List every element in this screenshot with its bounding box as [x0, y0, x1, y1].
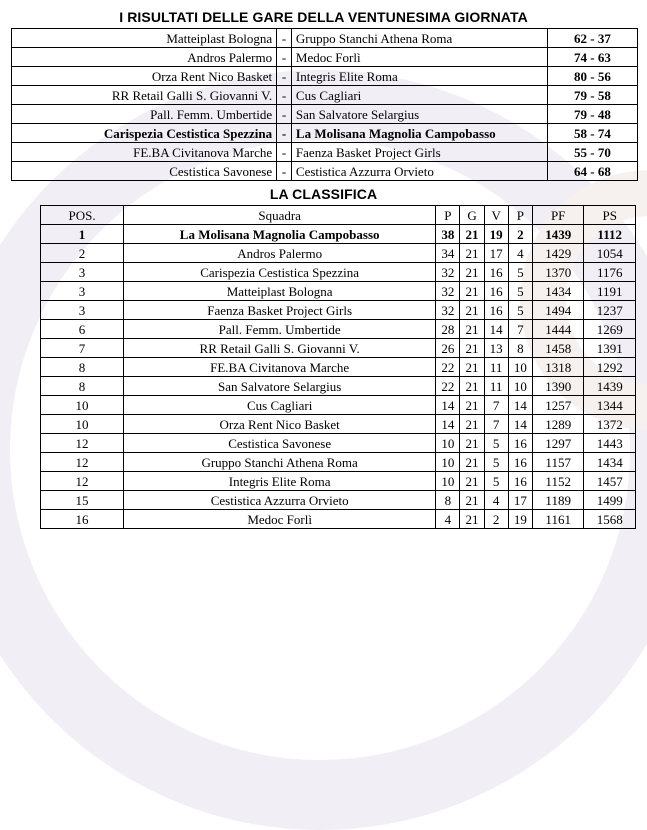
- standing-points-against: 1292: [584, 358, 636, 377]
- result-row: [12, 162, 638, 181]
- standing-wins: 13: [484, 339, 508, 358]
- result-away-team: Gruppo Stanchi Athena Roma: [291, 29, 547, 48]
- results-body: [12, 29, 638, 181]
- standing-losses: 10: [508, 358, 532, 377]
- standing-losses: 16: [508, 434, 532, 453]
- standing-wins: 7: [484, 415, 508, 434]
- standing-games: 21: [460, 415, 484, 434]
- standing-wins: 7: [484, 396, 508, 415]
- standing-points-for: 1370: [532, 263, 584, 282]
- standing-losses: 16: [508, 453, 532, 472]
- standing-team: Pall. Femm. Umbertide: [124, 320, 436, 339]
- standing-points-against: 1568: [584, 510, 636, 529]
- standing-points: 34: [436, 244, 460, 263]
- standing-points: 28: [436, 320, 460, 339]
- standing-points-against: 1439: [584, 377, 636, 396]
- standings-row: [41, 434, 636, 453]
- result-separator: -: [277, 143, 292, 162]
- standing-position: 7: [41, 339, 124, 358]
- standing-losses: 8: [508, 339, 532, 358]
- standing-points-for: 1152: [532, 472, 584, 491]
- result-row: [12, 29, 638, 48]
- result-row: [12, 105, 638, 124]
- standing-games: 21: [460, 472, 484, 491]
- result-away-team: La Molisana Magnolia Campobasso: [291, 124, 547, 143]
- standing-team: Orza Rent Nico Basket: [124, 415, 436, 434]
- standing-games: 21: [460, 510, 484, 529]
- standing-points-for: 1444: [532, 320, 584, 339]
- result-home-team: Cestistica Savonese: [12, 162, 277, 181]
- standing-position: 10: [41, 415, 124, 434]
- standing-points-against: 1391: [584, 339, 636, 358]
- result-home-team: FE.BA Civitanova Marche: [12, 143, 277, 162]
- standing-losses: 17: [508, 491, 532, 510]
- header-points: P: [436, 206, 460, 225]
- result-away-team: Faenza Basket Project Girls: [291, 143, 547, 162]
- standing-position: 8: [41, 358, 124, 377]
- result-separator: -: [277, 29, 292, 48]
- result-separator: -: [277, 86, 292, 105]
- result-score: 79 - 48: [547, 105, 637, 124]
- standing-team: Cus Cagliari: [124, 396, 436, 415]
- result-home-team: Andros Palermo: [12, 48, 277, 67]
- result-score: 80 - 56: [547, 67, 637, 86]
- standing-wins: 11: [484, 377, 508, 396]
- standing-points: 14: [436, 415, 460, 434]
- standing-position: 3: [41, 301, 124, 320]
- standing-games: 21: [460, 377, 484, 396]
- standing-wins: 4: [484, 491, 508, 510]
- standing-points-for: 1161: [532, 510, 584, 529]
- standing-points-for: 1429: [532, 244, 584, 263]
- header-wins: V: [484, 206, 508, 225]
- standing-points: 26: [436, 339, 460, 358]
- result-score: 62 - 37: [547, 29, 637, 48]
- standings-row: [41, 453, 636, 472]
- result-score: 58 - 74: [547, 124, 637, 143]
- standing-games: 21: [460, 301, 484, 320]
- standing-team: La Molisana Magnolia Campobasso: [124, 225, 436, 244]
- standing-team: Cestistica Savonese: [124, 434, 436, 453]
- result-separator: -: [277, 48, 292, 67]
- standing-position: 12: [41, 472, 124, 491]
- result-home-team: Matteiplast Bologna: [12, 29, 277, 48]
- standing-games: 21: [460, 491, 484, 510]
- standing-points-for: 1189: [532, 491, 584, 510]
- standing-team: Andros Palermo: [124, 244, 436, 263]
- standing-team: Medoc Forlì: [124, 510, 436, 529]
- standing-losses: 16: [508, 472, 532, 491]
- standing-points-for: 1157: [532, 453, 584, 472]
- standing-points: 14: [436, 396, 460, 415]
- standings-body: [41, 225, 636, 529]
- standing-points-for: 1318: [532, 358, 584, 377]
- standing-points-against: 1269: [584, 320, 636, 339]
- standings-row: [41, 396, 636, 415]
- standing-losses: 10: [508, 377, 532, 396]
- standing-wins: 16: [484, 263, 508, 282]
- standing-position: 12: [41, 434, 124, 453]
- standing-points-for: 1390: [532, 377, 584, 396]
- standings-row: [41, 358, 636, 377]
- result-row: [12, 67, 638, 86]
- standing-losses: 4: [508, 244, 532, 263]
- standing-wins: 16: [484, 282, 508, 301]
- header-pos: POS.: [41, 206, 124, 225]
- standings-row: [41, 225, 636, 244]
- standings-row: [41, 472, 636, 491]
- standing-points: 38: [436, 225, 460, 244]
- result-away-team: Cestistica Azzurra Orvieto: [291, 162, 547, 181]
- result-row: [12, 124, 638, 143]
- result-home-team: Carispezia Cestistica Spezzina: [12, 124, 277, 143]
- standing-points: 8: [436, 491, 460, 510]
- standing-wins: 19: [484, 225, 508, 244]
- header-losses: P: [508, 206, 532, 225]
- result-away-team: Cus Cagliari: [291, 86, 547, 105]
- header-points-for: PF: [532, 206, 584, 225]
- standing-points-for: 1458: [532, 339, 584, 358]
- standing-wins: 2: [484, 510, 508, 529]
- standing-position: 12: [41, 453, 124, 472]
- standing-losses: 7: [508, 320, 532, 339]
- standing-points-against: 1054: [584, 244, 636, 263]
- result-row: [12, 86, 638, 105]
- standing-wins: 16: [484, 301, 508, 320]
- standing-points-for: 1434: [532, 282, 584, 301]
- standing-points-against: 1372: [584, 415, 636, 434]
- standing-points: 4: [436, 510, 460, 529]
- standing-games: 21: [460, 225, 484, 244]
- result-home-team: Orza Rent Nico Basket: [12, 67, 277, 86]
- standings-row: [41, 510, 636, 529]
- header-points-against: PS: [584, 206, 636, 225]
- standing-points: 22: [436, 358, 460, 377]
- standing-points-for: 1257: [532, 396, 584, 415]
- standing-games: 21: [460, 244, 484, 263]
- standing-position: 3: [41, 263, 124, 282]
- result-home-team: Pall. Femm. Umbertide: [12, 105, 277, 124]
- header-team: Squadra: [124, 206, 436, 225]
- standing-wins: 14: [484, 320, 508, 339]
- standing-team: Matteiplast Bologna: [124, 282, 436, 301]
- standing-wins: 11: [484, 358, 508, 377]
- standing-losses: 14: [508, 415, 532, 434]
- standing-position: 16: [41, 510, 124, 529]
- standing-points-for: 1439: [532, 225, 584, 244]
- result-separator: -: [277, 105, 292, 124]
- result-away-team: San Salvatore Selargius: [291, 105, 547, 124]
- result-score: 64 - 68: [547, 162, 637, 181]
- standing-position: 15: [41, 491, 124, 510]
- standing-losses: 19: [508, 510, 532, 529]
- standing-team: San Salvatore Selargius: [124, 377, 436, 396]
- results-title: I RISULTATI DELLE GARE DELLA VENTUNESIMA GIORNATA: [119, 9, 528, 25]
- result-away-team: Integris Elite Roma: [291, 67, 547, 86]
- result-row: [12, 48, 638, 67]
- result-score: 79 - 58: [547, 86, 637, 105]
- standing-losses: 5: [508, 282, 532, 301]
- standing-games: 21: [460, 339, 484, 358]
- standings-row: [41, 282, 636, 301]
- standing-position: 8: [41, 377, 124, 396]
- standing-games: 21: [460, 320, 484, 339]
- standings-title: LA CLASSIFICA: [269, 186, 378, 202]
- standing-points-for: 1494: [532, 301, 584, 320]
- standing-points-for: 1289: [532, 415, 584, 434]
- standing-points: 10: [436, 434, 460, 453]
- standing-points-against: 1176: [584, 263, 636, 282]
- standing-points: 32: [436, 301, 460, 320]
- standing-points-against: 1457: [584, 472, 636, 491]
- standing-wins: 5: [484, 453, 508, 472]
- standing-points: 32: [436, 282, 460, 301]
- standing-games: 21: [460, 434, 484, 453]
- standing-wins: 5: [484, 434, 508, 453]
- standings-row: [41, 320, 636, 339]
- standings-row: [41, 339, 636, 358]
- standings-row: [41, 415, 636, 434]
- standing-position: 6: [41, 320, 124, 339]
- standings-row: [41, 244, 636, 263]
- standing-points-against: 1344: [584, 396, 636, 415]
- result-separator: -: [277, 162, 292, 181]
- standing-team: Carispezia Cestistica Spezzina: [124, 263, 436, 282]
- standing-team: Cestistica Azzurra Orvieto: [124, 491, 436, 510]
- standings-header-row: [41, 206, 636, 225]
- standing-points-against: 1443: [584, 434, 636, 453]
- standing-losses: 14: [508, 396, 532, 415]
- standing-games: 21: [460, 263, 484, 282]
- standings-row: [41, 301, 636, 320]
- standing-position: 3: [41, 282, 124, 301]
- standing-points: 22: [436, 377, 460, 396]
- standing-points: 10: [436, 472, 460, 491]
- standing-points-for: 1297: [532, 434, 584, 453]
- standing-points-against: 1191: [584, 282, 636, 301]
- standing-games: 21: [460, 358, 484, 377]
- standing-team: Faenza Basket Project Girls: [124, 301, 436, 320]
- standing-position: 10: [41, 396, 124, 415]
- standing-losses: 5: [508, 263, 532, 282]
- standing-points-against: 1434: [584, 453, 636, 472]
- standing-team: FE.BA Civitanova Marche: [124, 358, 436, 377]
- standing-team: RR Retail Galli S. Giovanni V.: [124, 339, 436, 358]
- results-table: [11, 28, 638, 181]
- standing-wins: 5: [484, 472, 508, 491]
- standing-losses: 2: [508, 225, 532, 244]
- standing-team: Gruppo Stanchi Athena Roma: [124, 453, 436, 472]
- standings-row: [41, 263, 636, 282]
- result-separator: -: [277, 124, 292, 143]
- standing-position: 1: [41, 225, 124, 244]
- standings-table: [40, 205, 636, 529]
- result-row: [12, 143, 638, 162]
- standing-points-against: 1237: [584, 301, 636, 320]
- standing-games: 21: [460, 453, 484, 472]
- standing-team: Integris Elite Roma: [124, 472, 436, 491]
- standing-points-against: 1499: [584, 491, 636, 510]
- standing-points: 32: [436, 263, 460, 282]
- standing-points-against: 1112: [584, 225, 636, 244]
- standing-games: 21: [460, 396, 484, 415]
- standing-games: 21: [460, 282, 484, 301]
- standing-losses: 5: [508, 301, 532, 320]
- standing-points: 10: [436, 453, 460, 472]
- result-score: 55 - 70: [547, 143, 637, 162]
- standings-row: [41, 491, 636, 510]
- result-home-team: RR Retail Galli S. Giovanni V.: [12, 86, 277, 105]
- result-separator: -: [277, 67, 292, 86]
- standings-row: [41, 377, 636, 396]
- standing-position: 2: [41, 244, 124, 263]
- standing-wins: 17: [484, 244, 508, 263]
- result-score: 74 - 63: [547, 48, 637, 67]
- header-games: G: [460, 206, 484, 225]
- result-away-team: Medoc Forlì: [291, 48, 547, 67]
